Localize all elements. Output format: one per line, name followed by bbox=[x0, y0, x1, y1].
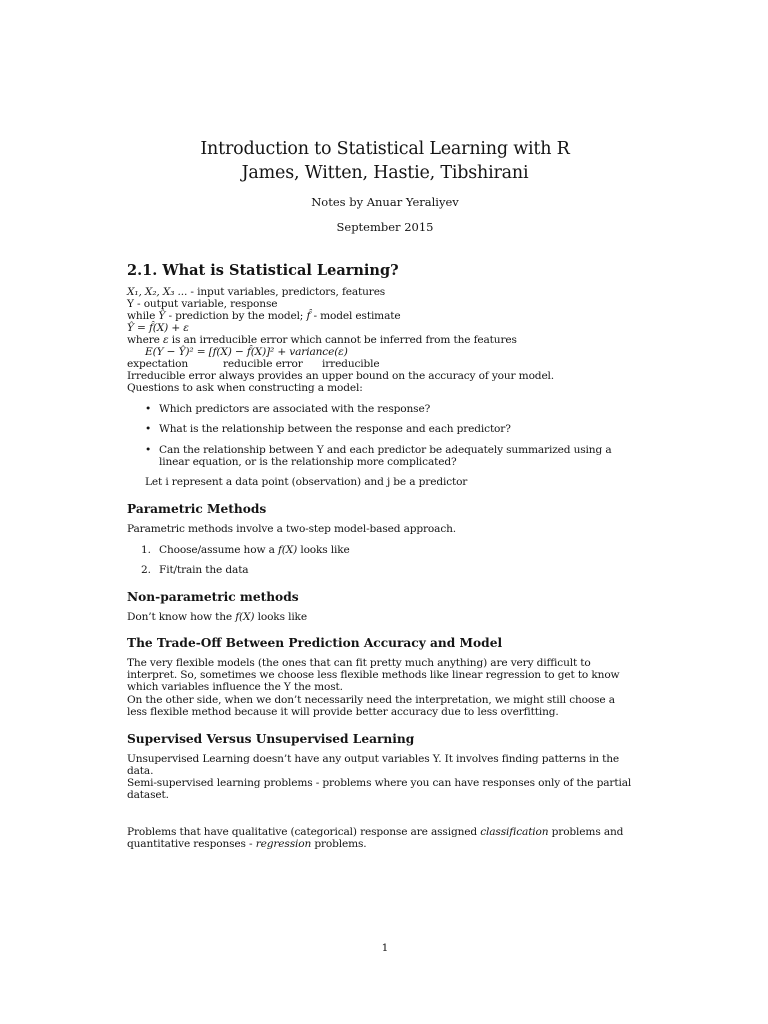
label-expectation: expectation bbox=[127, 358, 188, 370]
section-heading-statistical-learning: 2.1. What is Statistical Learning? bbox=[127, 262, 399, 279]
paragraph-line: less flexible method because it will provide better accuracy due to less overfitting. bbox=[127, 706, 559, 718]
line-upper-bound: Irreducible error always provides an upper bound on the accuracy of your model. bbox=[127, 370, 555, 382]
line-irreducible-error: where ε is an irreducible error which cannot be inferred from the features bbox=[127, 334, 517, 346]
parametric-intro: Parametric methods involve a two-step model-based approach. bbox=[127, 523, 456, 535]
line-prediction: while Ŷ - prediction by the model; f̂ - model estimate bbox=[127, 310, 401, 322]
section-heading-supervised: Supervised Versus Unsupervised Learning bbox=[127, 732, 415, 746]
nonparametric-text: Don’t know how the f(X) looks like bbox=[127, 611, 307, 623]
section-heading-tradeoff: The Trade-Off Between Prediction Accuracy and Model bbox=[127, 636, 503, 650]
list-item: Fit/train the data bbox=[159, 564, 249, 576]
list-item: Which predictors are associated with the response? bbox=[159, 403, 431, 415]
bullet-icon: • bbox=[145, 403, 152, 415]
list-item: What is the relationship between the response and each predictor? bbox=[159, 423, 511, 435]
list-number: 1. bbox=[141, 544, 151, 556]
list-number: 2. bbox=[141, 564, 151, 576]
paragraph-line: data. bbox=[127, 765, 154, 777]
document-date: September 2015 bbox=[336, 220, 434, 234]
line-data-point: Let i represent a data point (observation) and j be a predictor bbox=[145, 476, 468, 488]
paragraph-line: On the other side, when we don’t necessarily need the interpretation, we might still choose a bbox=[127, 694, 615, 706]
math-inline: X₁, X₂, X₃ ... bbox=[127, 286, 188, 298]
paragraph-line: which variables influence the Y the most. bbox=[127, 681, 343, 693]
label-irreducible: irreducible bbox=[322, 358, 380, 370]
paragraph-line: Semi-supervised learning problems - problems where you can have responses only of the partial bbox=[127, 777, 632, 789]
line-output-variable: Y - output variable, response bbox=[127, 298, 278, 310]
document-title: Introduction to Statistical Learning with R bbox=[200, 139, 570, 159]
paragraph-line: dataset. bbox=[127, 789, 169, 801]
equation-model: Ŷ = f̂(X) + ε bbox=[127, 322, 189, 334]
document-authors: James, Witten, Hastie, Tibshirani bbox=[241, 163, 529, 183]
list-item: Choose/assume how a f(X) looks like bbox=[159, 544, 350, 556]
label-reducible-error: reducible error bbox=[223, 358, 303, 370]
paragraph-line: Unsupervised Learning doesn’t have any output variables Y. It involves finding patterns in the bbox=[127, 753, 620, 765]
list-item: Can the relationship between Y and each predictor be adequately summarized using a bbox=[159, 444, 612, 456]
bullet-icon: • bbox=[145, 444, 152, 456]
page-number: 1 bbox=[381, 942, 389, 954]
notes-author: Notes by Anuar Yeraliyev bbox=[311, 195, 459, 209]
bullet-icon: • bbox=[145, 423, 152, 435]
line-input-variables: X₁, X₂, X₃ ... - input variables, predictors, features bbox=[127, 286, 386, 298]
problems-line-1: Problems that have qualitative (categorical) response are assigned classification problems and bbox=[127, 826, 624, 838]
paragraph-line: The very flexible models (the ones that can fit pretty much anything) are very difficult to bbox=[127, 657, 591, 669]
problems-line-2: quantitative responses - regression problems. bbox=[127, 838, 367, 850]
equation-error-decomposition: E(Y − Ŷ)² = [f(X) − f̂(X)]² + variance(ε) bbox=[145, 346, 348, 358]
paragraph-line: interpret. So, sometimes we choose less flexible methods like linear regression to get to know bbox=[127, 669, 620, 681]
section-heading-nonparametric: Non-parametric methods bbox=[127, 590, 299, 604]
section-heading-parametric: Parametric Methods bbox=[127, 502, 267, 516]
list-item-continuation: linear equation, or is the relationship more complicated? bbox=[159, 456, 457, 468]
line-questions: Questions to ask when constructing a model: bbox=[127, 382, 363, 394]
